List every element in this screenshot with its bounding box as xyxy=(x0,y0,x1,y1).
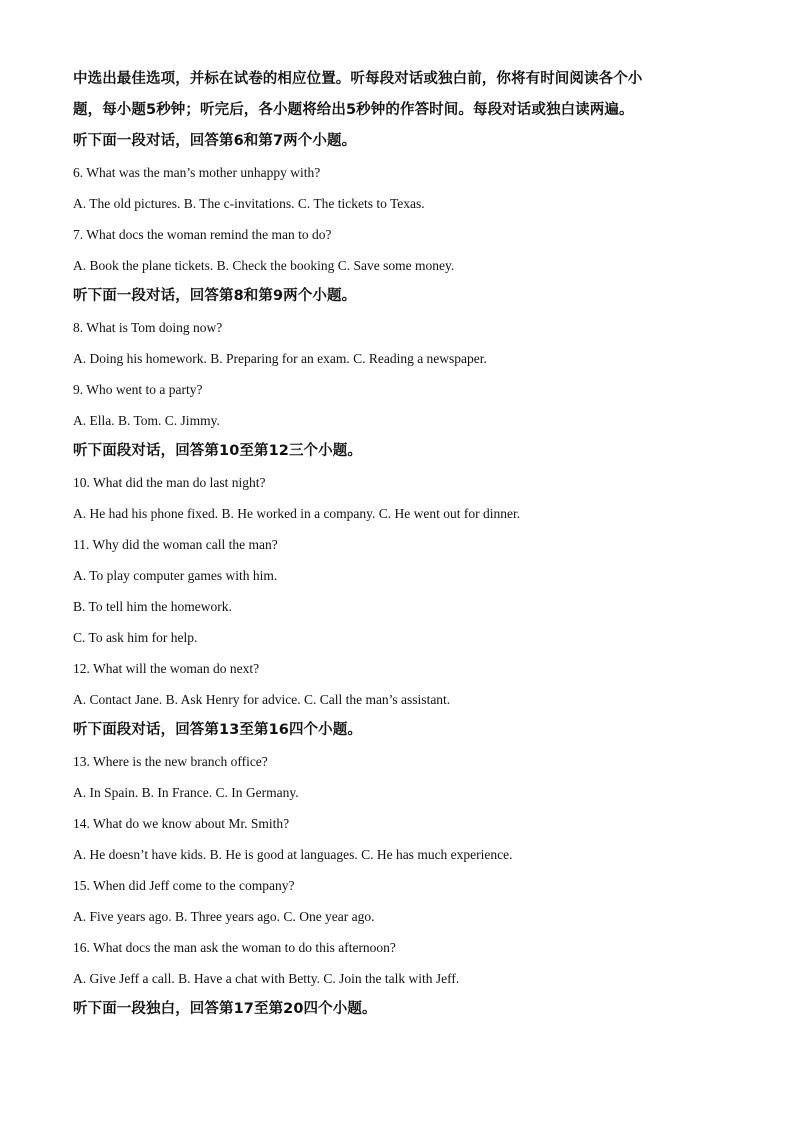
question-text: 6. What was the man’s mother unhappy with? xyxy=(73,165,321,180)
question-text: 14. What do we know about Mr. Smith? xyxy=(73,816,290,831)
section-heading: 听下面一段对话，回答第6和第7两个小题。 xyxy=(73,133,357,149)
question-text: 13. Where is the new branch office? xyxy=(73,754,268,769)
question-text: 9. Who went to a party? xyxy=(73,382,203,397)
question-text: 7. What docs the woman remind the man to do? xyxy=(73,227,332,242)
instruction-line: 题，每小题5秒钟；听完后，各小题将给出5秒钟的作答时间。每段对话或独白读两遍。 xyxy=(73,102,634,118)
instructions xyxy=(73,64,723,126)
answer-options: A. He doesn’t have kids. B. He is good at languages. C. He has much experience. xyxy=(73,847,513,862)
question-text: 12. What will the woman do next? xyxy=(73,661,260,676)
question-text: 15. When did Jeff come to the company? xyxy=(73,878,295,893)
answer-option: A. To play computer games with him. xyxy=(73,568,278,583)
section-heading: 听下面一段对话，回答第8和第9两个小题。 xyxy=(73,288,357,304)
answer-option: B. To tell him the homework. xyxy=(73,599,232,614)
answer-options: A. Ella. B. Tom. C. Jimmy. xyxy=(73,413,220,428)
answer-options: A. Doing his homework. B. Preparing for an exam. C. Reading a newspaper. xyxy=(73,351,487,366)
answer-options: A. Give Jeff a call. B. Have a chat with Betty. C. Join the talk with Jeff. xyxy=(73,971,460,986)
question-list xyxy=(73,126,723,1025)
question-text: 8. What is Tom doing now? xyxy=(73,320,223,335)
question-text: 16. What docs the man ask the woman to do this afternoon? xyxy=(73,940,396,955)
answer-options: A. Contact Jane. B. Ask Henry for advice. C. Call the man’s assistant. xyxy=(73,692,451,707)
exam-page xyxy=(73,64,723,1025)
answer-options: A. Five years ago. B. Three years ago. C. One year ago. xyxy=(73,909,375,924)
question-text: 11. Why did the woman call the man? xyxy=(73,537,278,552)
answer-options: A. Book the plane tickets. B. Check the booking C. Save some money. xyxy=(73,258,455,273)
answer-options: A. He had his phone fixed. B. He worked in a company. C. He went out for dinner. xyxy=(73,506,521,521)
answer-options: A. The old pictures. B. The c-invitations. C. The tickets to Texas. xyxy=(73,196,425,211)
section-heading: 听下面段对话，回答第13至第16四个小题。 xyxy=(73,722,362,738)
answer-options: A. In Spain. B. In France. C. In Germany. xyxy=(73,785,299,800)
section-heading: 听下面一段独白，回答第17至第20四个小题。 xyxy=(73,1001,377,1017)
instruction-line: 中选出最佳选项，并标在试卷的相应位置。听每段对话或独白前，你将有时间阅读各个小 xyxy=(73,71,643,87)
answer-option: C. To ask him for help. xyxy=(73,630,198,645)
question-text: 10. What did the man do last night? xyxy=(73,475,266,490)
section-heading: 听下面段对话，回答第10至第12三个小题。 xyxy=(73,443,362,459)
